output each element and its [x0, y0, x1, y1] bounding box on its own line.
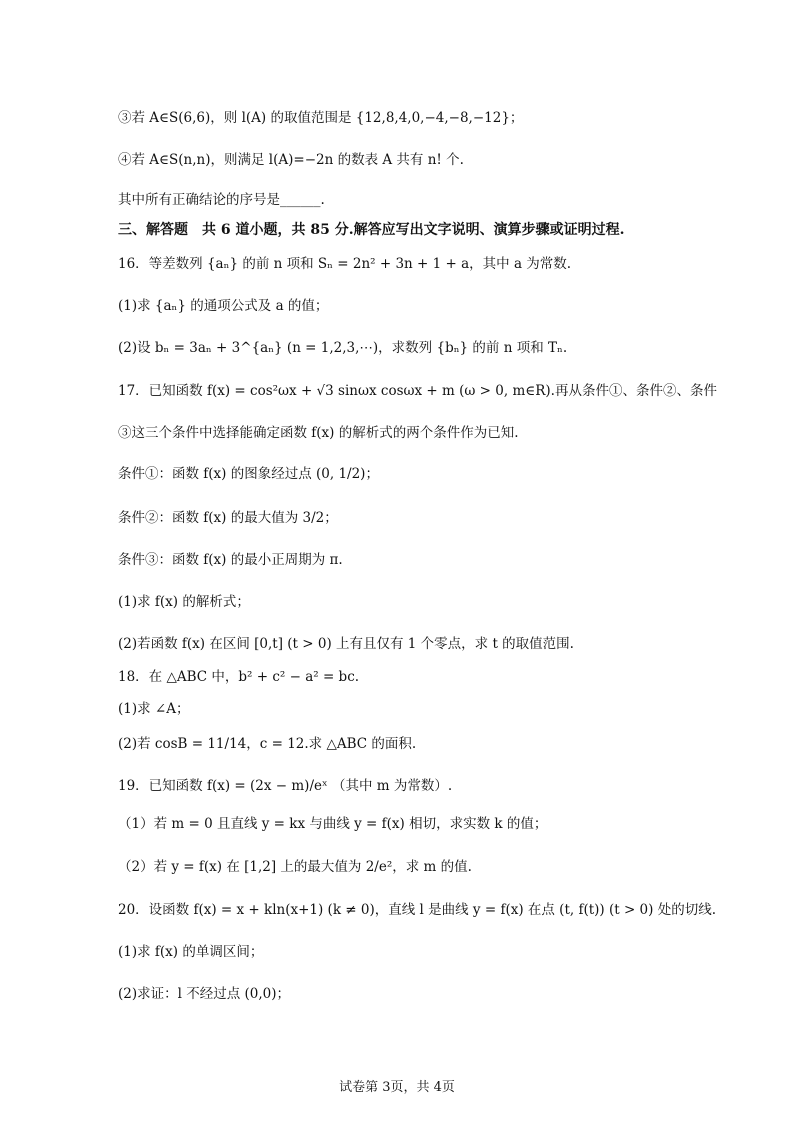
exam-text-line: (1)求 f(x) 的解析式； — [118, 594, 250, 610]
exam-text-line: 其中所有正确结论的序号是______. — [118, 192, 325, 208]
exam-text-line: （1）若 m = 0 且直线 y = kx 与曲线 y = f(x) 相切，求实数 k 的值； — [118, 816, 548, 832]
exam-text-line: (2)求证：l 不经过点 (0,0)； — [118, 986, 291, 1002]
exam-text-line: 条件①：函数 f(x) 的图象经过点 (0, 1/2)； — [118, 466, 379, 482]
exam-text-line: (1)求 ∠A； — [118, 701, 190, 717]
exam-text-line: 18．在 △ABC 中，b² + c² − a² = bc. — [118, 669, 360, 685]
exam-text-line: 20．设函数 f(x) = x + kln(x+1) (k ≠ 0)，直线 l 是曲线 y = f(x) 在点 (t, f(t)) (t > 0) 处的切线. — [118, 902, 716, 918]
exam-text-line: (1)求 f(x) 的单调区间； — [118, 944, 264, 960]
section-heading: 三、解答题 共 6 道小题，共 85 分.解答应写出文字说明、演算步骤或证明过程. — [118, 222, 625, 238]
exam-text-line: 条件③：函数 f(x) 的最小正周期为 π. — [118, 552, 343, 568]
exam-text-line: (2)若 cosB = 11/14，c = 12.求 △ABC 的面积. — [118, 736, 417, 752]
exam-text-line: ③这三个条件中选择能确定函数 f(x) 的解析式的两个条件作为已知. — [118, 425, 519, 441]
exam-text-line: (2)若函数 f(x) 在区间 [0,t] (t > 0) 上有且仅有 1 个零点，求 t 的取值范围. — [118, 636, 574, 652]
page-footer: 试卷第 3页，共 4页 — [339, 1080, 455, 1095]
exam-text-line: （2）若 y = f(x) 在 [1,2] 上的最大值为 2/e²，求 m 的值. — [118, 859, 472, 875]
exam-text-line: 16．等差数列 {aₙ} 的前 n 项和 Sₙ = 2n² + 3n + 1 + a，其中 a 为常数. — [118, 256, 572, 272]
exam-text-line: 19．已知函数 f(x) = (2x − m)/eˣ （其中 m 为常数）. — [118, 778, 453, 794]
exam-text-line: ④若 A∈S(n,n)，则满足 l(A)=−2n 的数表 A 共有 n! 个. — [118, 152, 464, 168]
exam-text-line: ③若 A∈S(6,6)，则 l(A) 的取值范围是 {12,8,4,0,−4,−8,−12}； — [118, 110, 524, 126]
exam-text-line: 条件②：函数 f(x) 的最大值为 3/2； — [118, 510, 338, 526]
exam-text-line: (2)设 bₙ = 3aₙ + 3^{aₙ} (n = 1,2,3,⋯)，求数列 {bₙ} 的前 n 项和 Tₙ. — [118, 340, 568, 356]
exam-text-line: (1)求 {aₙ} 的通项公式及 a 的值； — [118, 298, 329, 314]
exam-text-line: 17．已知函数 f(x) = cos²ωx + √3 sinωx cosωx + m (ω > 0, m∈R).再从条件①、条件②、条件 — [118, 383, 717, 399]
